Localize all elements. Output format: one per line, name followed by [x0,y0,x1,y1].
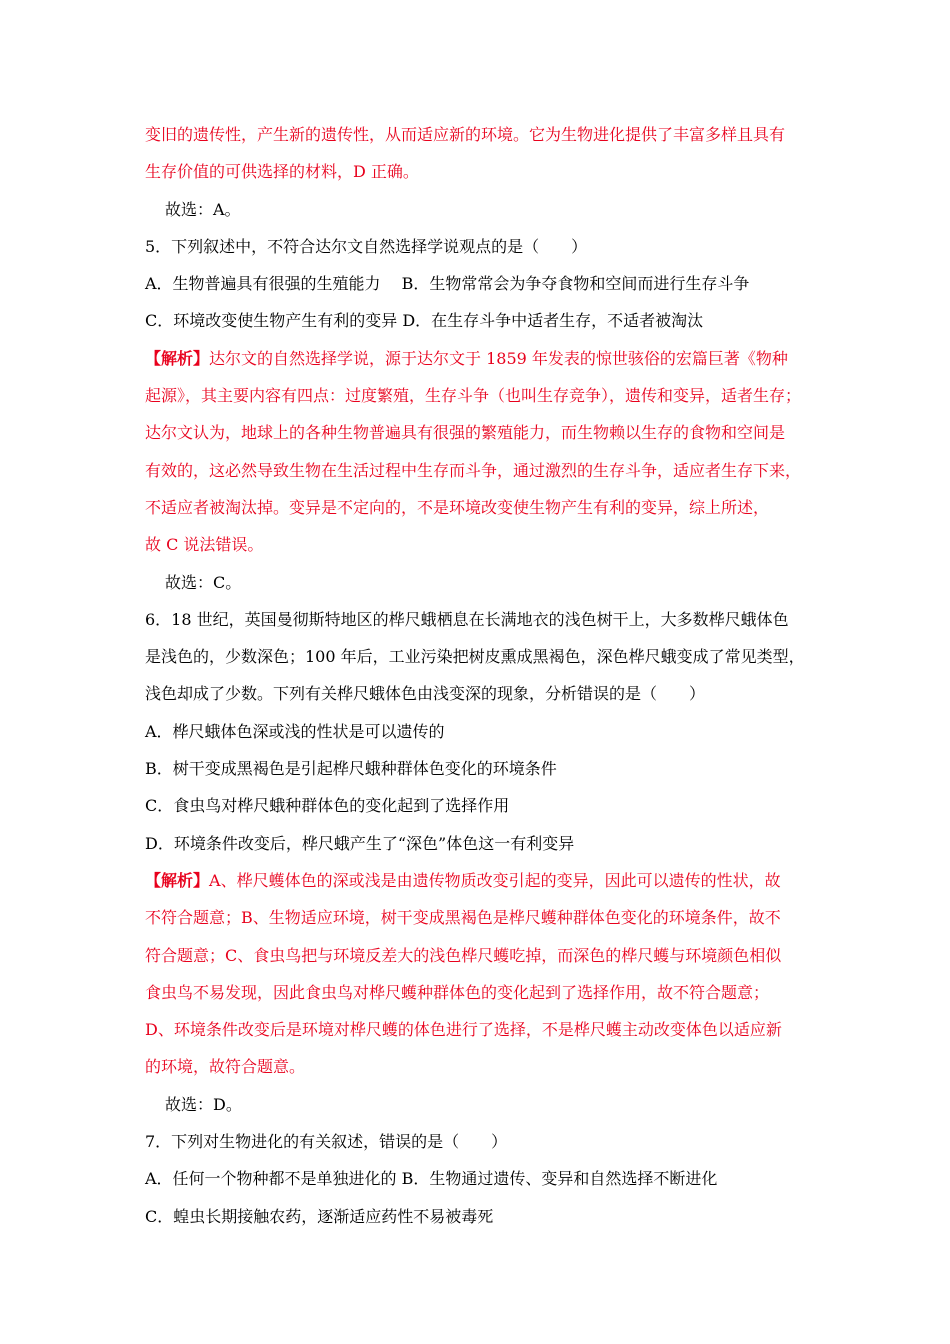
line-text: A．任何一个物种都不是单独进化的 B．生物通过遗传、变异和自然选择不断进化 [145,1169,718,1189]
line-text: 5．下列叙述中，不符合达尔文自然选择学说观点的是（ ） [145,236,588,256]
document-page [145,116,817,1235]
line-text: B．树干变成黑褐色是引起桦尺蛾种群体色变化的环境条件 [145,759,557,779]
line-text: A．桦尺蛾体色深或浅的性状是可以遗传的 [145,721,445,741]
line-text: 浅色却成了少数。下列有关桦尺蛾体色由浅变深的现象，分析错误的是（ ） [145,684,706,704]
line-text: A、桦尺蠖体色的深或浅是由遗传物质改变引起的变异，因此可以遗传的性状，故 [209,870,781,890]
line-text: 6．18 世纪，英国曼彻斯特地区的桦尺蛾栖息在长满地衣的浅色树干上，大多数桦尺蛾体色 [145,609,789,629]
question-option [145,265,817,302]
line-text: 生存价值的可供选择的材料，D 正确。 [145,162,419,182]
explanation-line [145,1011,817,1048]
explanation-line [145,340,817,377]
line-text: A．生物普遍具有很强的生殖能力 B．生物常常会为争夺食物和空间而进行生存斗争 [145,274,750,294]
question-option [145,1198,817,1235]
line-text: D、环境条件改变后是环境对桦尺蠖的体色进行了选择，不是桦尺蠖主动改变体色以适应新 [145,1020,782,1040]
line-text: 达尔文认为，地球上的各种生物普遍具有很强的繁殖能力，而生物赖以生存的食物和空间是 [145,423,786,443]
question-option [145,302,817,339]
explanation-line [145,489,817,526]
line-text: 符合题意；C、食虫鸟把与环境反差大的浅色桦尺蠖吃掉，而深色的桦尺蠖与环境颜色相似 [145,945,782,965]
line-text: 7．下列对生物进化的有关叙述，错误的是（ ） [145,1132,508,1152]
explanation-line [145,974,817,1011]
line-text: 达尔文的自然选择学说，源于达尔文于 1859 年发表的惊世骇俗的宏篇巨著《物种 [209,348,788,368]
line-text: C．蝗虫长期接触农药，逐渐适应药性不易被毒死 [145,1206,494,1226]
line-text: C．食虫鸟对桦尺蛾种群体色的变化起到了选择作用 [145,796,510,816]
question-option [145,787,817,824]
explanation-line [145,937,817,974]
answer-line [145,564,817,601]
question-option [145,1160,817,1197]
explanation-line [145,153,817,190]
line-text: D．环境条件改变后，桦尺蛾产生了“深色”体色这一有利变异 [145,833,575,853]
question-stem [145,638,817,675]
question-stem [145,601,817,638]
answer-line [145,191,817,228]
line-text: 故选：C。 [165,572,242,592]
line-text: 故选：A。 [165,199,241,219]
question-stem [145,228,817,265]
explanation-tag: 【解析】 [145,348,210,368]
question-option [145,713,817,750]
line-text: 不适应者被淘汰掉。变异是不定向的，不是环境改变使生物产生有利的变异，综上所述， [145,497,770,517]
question-option [145,750,817,787]
explanation-line [145,414,817,451]
question-option [145,825,817,862]
explanation-line [145,1048,817,1085]
line-text: 的环境，故符合题意。 [145,1057,306,1077]
line-text: 是浅色的，少数深色；100 年后，工业污染把树皮熏成黑褐色，深色桦尺蛾变成了常见类型， [145,647,805,667]
explanation-line [145,377,817,414]
explanation-line [145,899,817,936]
line-text: C．环境改变使生物产生有利的变异 D．在生存斗争中适者生存，不适者被淘汰 [145,311,704,331]
explanation-line [145,862,817,899]
line-text: 起源》，其主要内容有四点：过度繁殖，生存斗争（也叫生存竞争），遗传和变异，适者生存； [145,386,802,406]
question-stem [145,675,817,712]
explanation-line [145,452,817,489]
line-text: 变旧的遗传性，产生新的遗传性，从而适应新的环境。它为生物进化提供了丰富多样且具有 [145,125,786,144]
line-text: 故 C 说法错误。 [145,535,264,555]
line-text: 有效的，这必然导致生物在生活过程中生存而斗争，通过激烈的生存斗争，适应者生存下来， [145,460,802,480]
question-stem [145,1123,817,1160]
explanation-line [145,116,817,153]
line-text: 不符合题意；B、生物适应环境，树干变成黑褐色是桦尺蠖种群体色变化的环境条件，故不 [145,908,781,928]
explanation-tag: 【解析】 [145,870,210,890]
line-text: 食虫鸟不易发现，因此食虫鸟对桦尺蠖种群体色的变化起到了选择作用，故不符合题意； [145,982,770,1002]
explanation-line [145,526,817,563]
line-text: 故选：D。 [165,1094,242,1114]
answer-line [145,1086,817,1123]
